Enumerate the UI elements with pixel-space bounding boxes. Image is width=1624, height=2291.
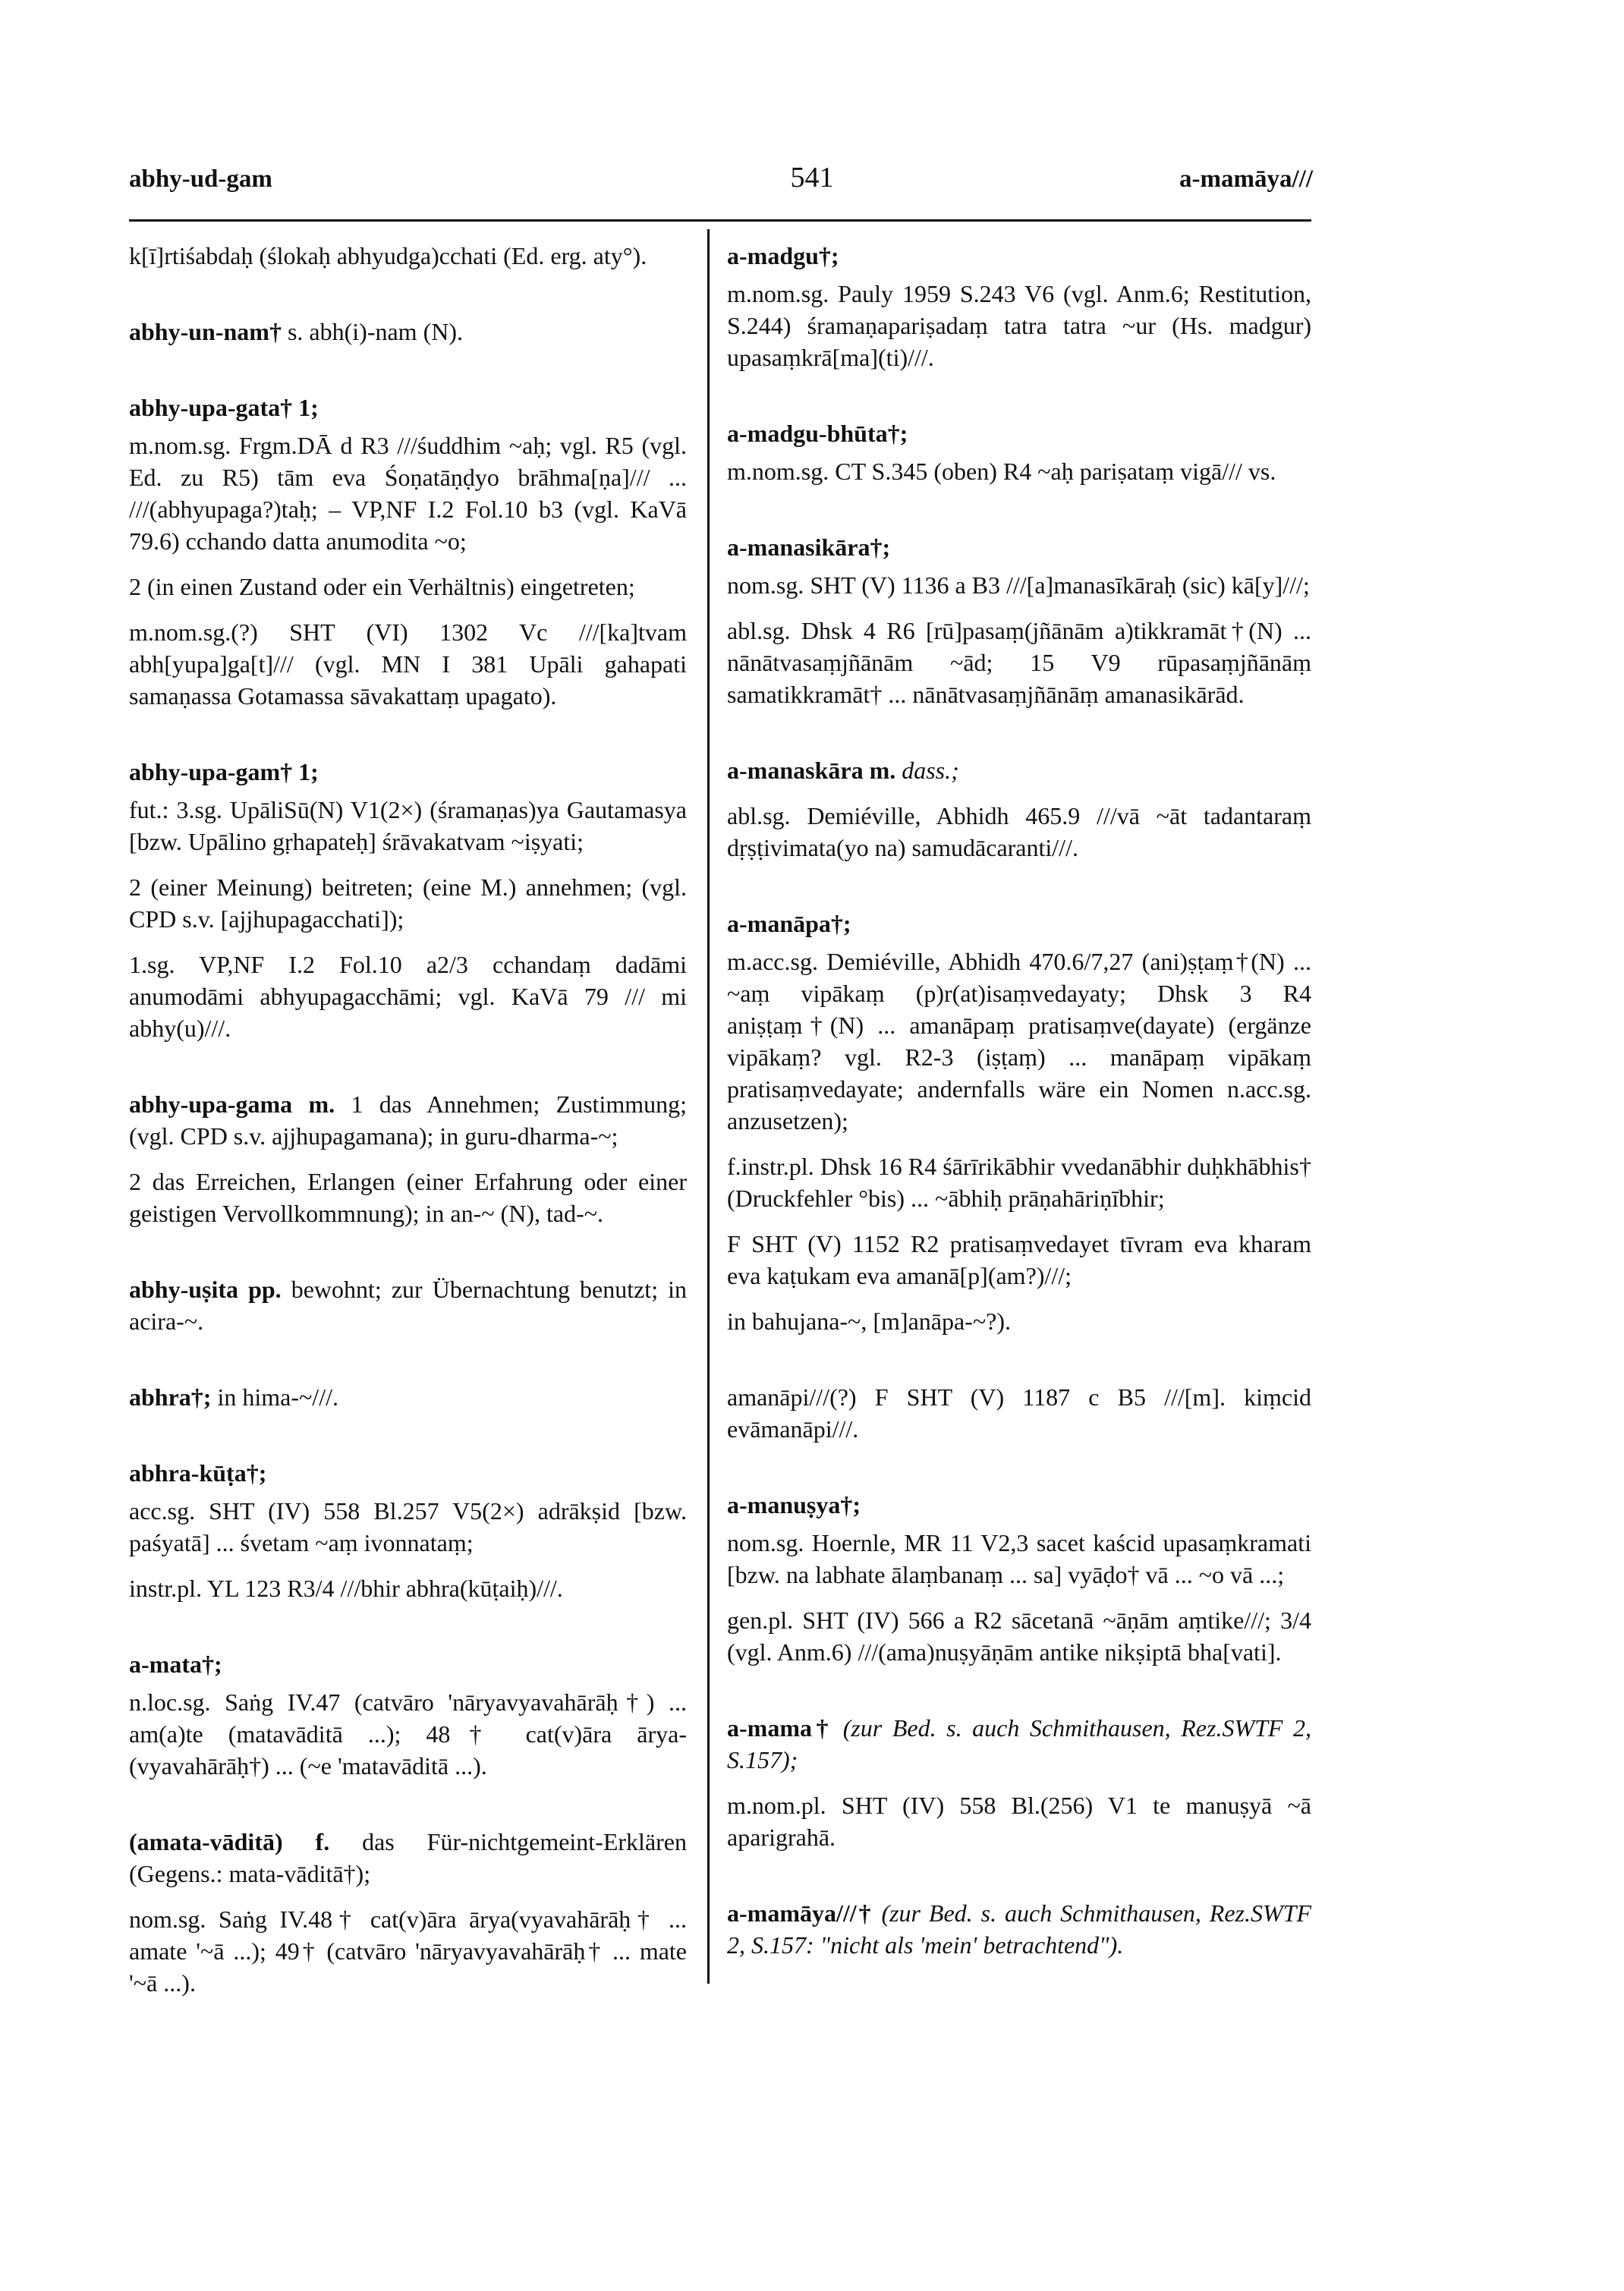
entry-text: fut.: 3.sg. UpāliSū(N) V1(2×) (śramaṇas)ya Gautamasya [bzw. Upālino gṛhapateḥ] śrāvakatvam ~iṣyati; <box>129 796 687 855</box>
entry-a-mamaya <box>727 1897 1311 1961</box>
entry-lemma: abhy-upa-gam† 1; <box>129 758 319 785</box>
entry-a-manaskara <box>727 754 1311 864</box>
entry-text: abl.sg. Dhsk 4 R6 [rū]pasaṃ(jñānām a)tikkramāt†(N) ... nānātvasaṃjñānām ~ād; 15 V9 rūpasaṃjñānāṃ samatikkramāt† ... nānātvasaṃjñānāṃ amanasikārād. <box>727 617 1311 708</box>
entry-a-madgu <box>727 240 1311 373</box>
entry-a-mama <box>727 1712 1311 1853</box>
entry-text: (zur Bed. s. auch Schmithausen, Rez.SWTF 2, S.157: "nicht als 'mein' betrachtend"). <box>727 1899 1312 1959</box>
entry-text: m.nom.sg. Pauly 1959 S.243 V6 (vgl. Anm.6; Restitution, S.244) śramaṇapariṣadaṃ tatra tatra ~ur (Hs. madgur) upasaṃkrā[ma](ti)///. <box>727 280 1311 371</box>
entry-text: n.loc.sg. Saṅg IV.47 (catvāro 'nāryavyavahārāḥ†) ... am(a)te (matavāditā ...); 48† cat(v)āra ārya-(vyavahārāḥ†) ... (~e 'matavāditā ...). <box>129 1688 687 1780</box>
entry-lemma: abhy-uṣita pp. <box>129 1276 282 1303</box>
entry-lemma: a-manaskāra m. <box>727 757 896 784</box>
column-divider <box>707 229 710 1984</box>
entry-lemma: a-mamāya///† <box>727 1899 873 1927</box>
entry-continuation <box>129 240 687 272</box>
entry-text: nom.sg. SHT (V) 1136 a B3 ///[a]manasīkāraḥ (sic) kā[y]///; <box>727 571 1310 599</box>
entry-lemma: abhra†; <box>129 1383 212 1411</box>
entry-text: 2 (einer Meinung) beitreten; (eine M.) annehmen; (vgl. CPD s.v. [ajjhupagacchati]); <box>129 873 687 933</box>
entry-text: f.instr.pl. Dhsk 16 R4 śārīrikābhir vvedanābhir duḥkhābhis† (Druckfehler °bis) ... ~ābhiḥ prāṇahāriṇībhir; <box>727 1153 1311 1212</box>
entry-lemma: (amata-vāditā) f. <box>129 1828 330 1855</box>
entry-text: m.nom.sg.(?) SHT (VI) 1302 Vc ///[ka]tvam abh[yupa]ga[t]/// (vgl. MN I 381 Upāli gahapati samaṇassa Gotamassa sāvakattaṃ upagato). <box>129 618 687 710</box>
entry-lemma: a-manasikāra†; <box>727 533 891 561</box>
entry-gloss: (zur Bed. s. auch Schmithausen, Rez.SWTF 2, S.157); <box>727 1714 1312 1773</box>
entry-text: instr.pl. YL 123 R3/4 ///bhir abhra(kūṭaiḥ)///. <box>129 1575 563 1602</box>
entry-abhra <box>129 1381 687 1413</box>
entry-text: nom.sg. Hoernle, MR 11 V2,3 sacet kaścid upasaṃkramati [bzw. na labhate ālaṃbanaṃ ... sa] vyāḍo† vā ... ~o vā ...; <box>727 1529 1311 1588</box>
entry-abhy-usita <box>129 1273 687 1337</box>
entry-a-madgu-bhuta <box>727 417 1311 487</box>
entry-text: 1 das Annehmen; Zustimmung; (vgl. CPD s.v. ajjhupagamana); in guru-dharma-~; <box>129 1090 688 1150</box>
entry-lemma: a-mama† <box>727 1714 833 1742</box>
header-rule <box>129 219 1311 222</box>
entry-a-manapa <box>727 908 1311 1337</box>
entry-text: amanāpi///(?) F SHT (V) 1187 c B5 ///[m]. kiṃcid evāmanāpi///. <box>727 1383 1311 1443</box>
entry-text: nom.sg. Saṅg IV.48† cat(v)āra ārya(vyavahārāḥ† ... amate '~ā ...); 49† (catvāro 'nāryavyavahārāḥ† ... mate '~ā ...). <box>129 1905 687 1997</box>
entry-lemma: abhy-un-nam† <box>129 318 282 345</box>
entry-abhy-upa-gam <box>129 756 687 1044</box>
page-number: 541 <box>790 162 834 194</box>
entry-lemma: abhy-upa-gata† 1; <box>129 394 319 421</box>
entry-text: 2 das Erreichen, Erlangen (einer Erfahrung oder einer geistigen Vervollkommnung); in an-~ (N), tad-~. <box>129 1168 687 1227</box>
entry-text: in bahujana-~, [m]anāpa-~?). <box>727 1308 1011 1335</box>
entry-text: abl.sg. Demiéville, Abhidh 465.9 ///vā ~āt tadantaraṃ dṛṣṭivimata(yo na) samudācaranti///. <box>727 802 1311 861</box>
entry-text: gen.pl. SHT (IV) 566 a R2 sācetanā ~āṇām aṃtike///; 3/4 (vgl. Anm.6) ///(ama)nuṣyāṇām antike nikṣiptā bha[vati]. <box>727 1607 1311 1666</box>
entry-text: k[ī]rtiśabdaḥ (ślokaḥ abhyudga)cchati (Ed. erg. aty°). <box>129 242 647 269</box>
entry-text: m.nom.sg. CT S.345 (oben) R4 ~aḥ pariṣataṃ vigā/// vs. <box>727 458 1276 485</box>
entry-a-manusya <box>727 1489 1311 1668</box>
entry-abhy-upa-gama <box>129 1088 687 1229</box>
left-column <box>129 240 687 2012</box>
entry-lemma: abhy-upa-gama m. <box>129 1090 335 1118</box>
entry-a-mata <box>129 1648 687 1782</box>
running-head-right: a-mamāya/// <box>1179 165 1313 193</box>
right-column <box>727 240 1311 1975</box>
entry-text: 2 (in einen Zustand oder ein Verhältnis) eingetreten; <box>129 573 635 600</box>
entry-amanapi <box>727 1381 1311 1445</box>
entry-lemma: a-manāpa†; <box>727 910 851 937</box>
entry-lemma: abhra-kūṭa†; <box>129 1459 267 1487</box>
entry-text: in hima-~///. <box>217 1383 338 1411</box>
entry-text: bewohnt; zur Übernachtung benutzt; in acira-~. <box>129 1276 688 1335</box>
entry-text: acc.sg. SHT (IV) 558 Bl.257 V5(2×) adrākṣid [bzw. paśyatā] ... śvetam ~aṃ ivonnataṃ; <box>129 1497 687 1556</box>
entry-text: 1.sg. VP,NF I.2 Fol.10 a2/3 cchandaṃ dadāmi anumodāmi abhyupagacchāmi; vgl. KaVā 79 /// mi abhy(u)///. <box>129 951 687 1042</box>
entry-a-manasikara <box>727 531 1311 710</box>
entry-abhy-un-nam <box>129 316 687 348</box>
entry-lemma: a-manuṣya†; <box>727 1491 861 1518</box>
entry-text: m.nom.sg. Frgm.DĀ d R3 ///śuddhim ~aḥ; vgl. R5 (vgl. Ed. zu R5) tām eva Śoṇatāṇḍyo brāhma[ṇa]/// ... ///(abhyupaga?)taḥ; – VP,NF I.2 Fol.10 b3 (vgl. KaVā 79.6) cchando datta anumodita ~o; <box>129 432 687 555</box>
entry-text: s. abh(i)-nam (N). <box>287 318 463 345</box>
entry-lemma: a-madgu†; <box>727 242 839 269</box>
entry-lemma: a-mata†; <box>129 1651 222 1678</box>
entry-gloss: dass.; <box>902 757 959 784</box>
running-head-left: abhy-ud-gam <box>129 165 272 193</box>
entry-abhy-upa-gata <box>129 392 687 712</box>
entry-text: m.acc.sg. Demiéville, Abhidh 470.6/7,27 (ani)ṣṭaṃ†(N) ... ~aṃ vipākaṃ (p)r(at)isaṃvedayaty; Dhsk 3 R4 aniṣṭaṃ†(N) ... amanāpaṃ pratisaṃve(dayate) (ergänze vipākaṃ? vgl. R2-3 (iṣṭaṃ) ... manāpaṃ vipākaṃ pratisaṃvedayate; andernfalls wäre ein Nomen n.acc.sg. anzusetzen); <box>727 948 1311 1134</box>
entry-text: F SHT (V) 1152 R2 pratisaṃvedayet tīvram eva kharam eva kaṭukam eva amanā[p](am?)///; <box>727 1230 1311 1289</box>
entry-amata-vadita <box>129 1826 687 1999</box>
entry-text: m.nom.pl. SHT (IV) 558 Bl.(256) V1 te manuṣyā ~ā aparigrahā. <box>727 1792 1311 1851</box>
entry-abhra-kuta <box>129 1457 687 1604</box>
entry-lemma: a-madgu-bhūta†; <box>727 420 908 447</box>
entry-text: das Für-nichtgemeint-Erklären (Gegens.: mata-vāditā†); <box>129 1828 687 1887</box>
